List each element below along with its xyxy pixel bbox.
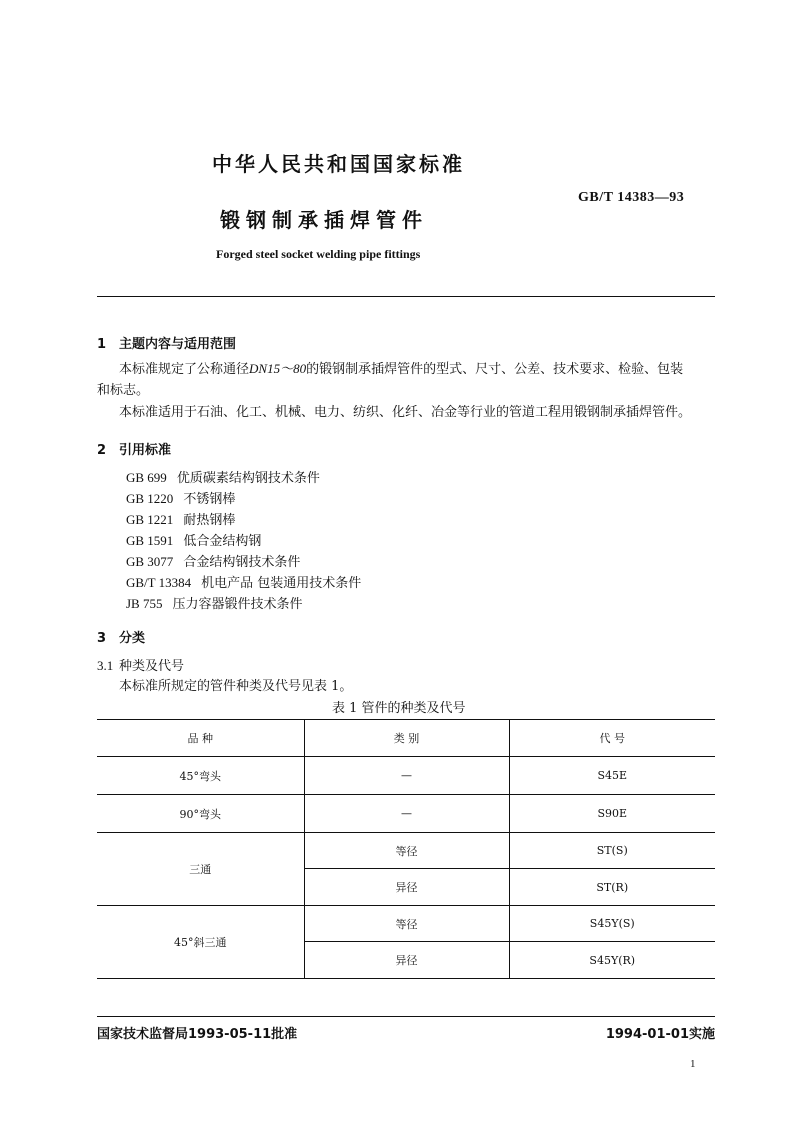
table-row: [97, 757, 715, 795]
section-2-number: 2: [97, 443, 107, 458]
ref-name: 合金结构钢技术条件: [183, 555, 301, 570]
table-cell-kind: 45°斜三通: [97, 906, 304, 979]
ref-name: 优质碳素结构钢技术条件: [176, 471, 320, 486]
ref-code: JB 755: [126, 596, 163, 611]
section-1-title: 主题内容与适用范围: [119, 337, 237, 352]
table-row: [97, 795, 715, 833]
section-3-title: 分类: [119, 631, 146, 646]
ref-name: 压力容器锻件技术条件: [172, 597, 303, 612]
para1-text-a: 本标准规定了公称通径: [119, 362, 250, 377]
ref-item: [126, 467, 320, 486]
ref-item: [126, 488, 235, 507]
table-cell-category: 异径: [304, 942, 509, 979]
section-3-number: 3: [97, 631, 107, 646]
ref-code: GB 1221: [126, 512, 174, 527]
ref-code: GB 1220: [126, 491, 174, 506]
table-cell-code: ST(R): [509, 869, 715, 906]
section-1-paragraph-1: [97, 358, 717, 401]
ref-code: GB 699: [126, 470, 167, 485]
header-rule: [97, 296, 715, 297]
ref-code: GB 3077: [126, 554, 174, 569]
table-header-cell: 品 种: [97, 720, 304, 757]
table-cell-code: S45Y(R): [509, 942, 715, 979]
table-cell-kind: 三通: [97, 833, 304, 906]
ref-name: 低合金结构钢: [183, 534, 262, 549]
page-number: 1: [690, 1058, 696, 1070]
ref-item: [126, 572, 361, 591]
table-row: [97, 906, 715, 942]
table-1: [97, 719, 715, 979]
footer-rule: [97, 1016, 715, 1017]
effective-date: 1994-01-01实施: [605, 1027, 715, 1042]
ref-name: 耐热钢棒: [183, 513, 236, 528]
table-cell-category: —: [304, 757, 509, 795]
para1-dn-range: DN15～80: [249, 361, 307, 376]
table-header-row: [97, 720, 715, 757]
section-2-title: 引用标准: [119, 443, 172, 458]
subsection-title: 种类及代号: [119, 659, 185, 674]
table-1-caption: 表 1 管件的种类及代号: [332, 701, 466, 716]
section-3-heading: [97, 627, 145, 646]
subsection-number: 3.1: [97, 658, 114, 673]
table-cell-code: S45Y(S): [509, 906, 715, 942]
ref-item: [126, 530, 261, 549]
table-header-cell: 类 别: [304, 720, 509, 757]
para1-text-c: 和标志。: [97, 383, 150, 398]
ref-item: [126, 509, 235, 528]
document-title-cn: 锻钢制承插焊管件: [220, 208, 428, 232]
national-standard-heading: 中华人民共和国国家标准: [212, 152, 465, 176]
ref-item: [126, 593, 303, 612]
table-cell-category: 异径: [304, 869, 509, 906]
table-cell-code: S90E: [509, 795, 715, 833]
section-1-number: 1: [97, 337, 107, 352]
table-cell-category: 等径: [304, 906, 509, 942]
subsection-3-1-paragraph: 本标准所规定的管件种类及代号见表 1。: [119, 679, 353, 694]
table-cell-code: S45E: [509, 757, 715, 795]
table-header-cell: 代 号: [509, 720, 715, 757]
table-cell-category: 等径: [304, 833, 509, 869]
document-title-en: Forged steel socket welding pipe fittings: [216, 247, 421, 261]
ref-name: 不锈钢棒: [183, 492, 236, 507]
table-cell-kind: 90°弯头: [97, 795, 304, 833]
table-cell-code: ST(S): [509, 833, 715, 869]
ref-name: 机电产品 包装通用技术条件: [201, 576, 362, 591]
table-cell-kind: 45°弯头: [97, 757, 304, 795]
ref-item: [126, 551, 300, 570]
ref-code: GB 1591: [126, 533, 174, 548]
standard-number: GB/T 14383—93: [578, 190, 685, 205]
para1-text-b: 的锻钢制承插焊管件的型式、尺寸、公差、技术要求、检验、包装: [306, 362, 684, 377]
section-2-heading: [97, 439, 171, 458]
table-cell-category: —: [304, 795, 509, 833]
subsection-3-1-heading: [97, 655, 184, 677]
approval-date: 国家技术监督局1993-05-11批准: [97, 1027, 298, 1042]
table-row: [97, 833, 715, 869]
ref-code: GB/T 13384: [126, 575, 192, 590]
section-1-paragraph-2: 本标准适用于石油、化工、机械、电力、纺织、化纤、冶金等行业的管道工程用锻钢制承插焊管件。: [119, 405, 692, 420]
section-1-heading: [97, 333, 236, 352]
